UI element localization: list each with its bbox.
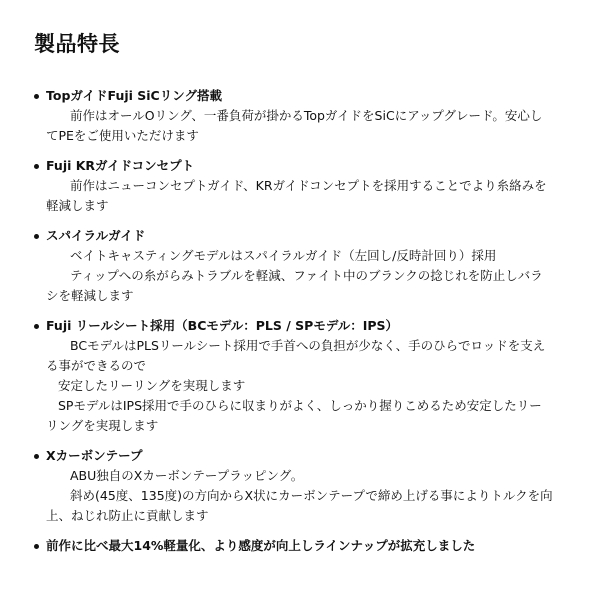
- feature-description-line: SPモデルはIPS採用で手のひらに収まりがよく、しっかり握りこめるため安定したリー: [58, 398, 542, 413]
- feature-description-line: ABU独自のXカーボンテープラッピング。: [70, 468, 304, 483]
- feature-description-line: BCモデルはPLSリールシート採用で手首への負担が少なく、手のひらでロッドを支え: [70, 338, 546, 353]
- feature-description-line: 前作はニューコンセプトガイド、KRガイドコンセプトを採用することでより糸絡みを: [70, 178, 547, 193]
- feature-list: [34, 86, 570, 556]
- feature-description-line: 安定したリーリングを実現します: [58, 378, 246, 393]
- feature-title: 前作に比べ最大14%軽量化、より感度が向上しラインナップが拡充しました: [46, 538, 476, 553]
- feature-description: [46, 176, 570, 216]
- feature-description: [46, 466, 570, 526]
- feature-title: TopガイドFuji SiCリング搭載: [46, 88, 222, 103]
- feature-description: [46, 106, 570, 146]
- feature-item-kr-guide: [34, 156, 570, 216]
- feature-description-line: る事ができるので: [46, 358, 147, 373]
- page-title: 製品特長: [34, 32, 120, 56]
- feature-title: Fuji KRガイドコンセプト: [46, 158, 195, 173]
- feature-description-line: 斜め(45度、135度)の方向からX状にカーボンテープで締め上げる事によりトルクを向: [70, 488, 553, 503]
- feature-item-spiral-guide: [34, 226, 570, 306]
- feature-title: スパイラルガイド: [46, 228, 146, 243]
- feature-description-line: リングを実現します: [46, 418, 159, 433]
- feature-description-line: シを軽減します: [46, 288, 134, 303]
- feature-item-sic-ring: [34, 86, 570, 146]
- feature-description-line: てPEをご使用いただけます: [46, 128, 199, 143]
- feature-description-line: ティップへの糸がらみトラブルを軽減、ファイト中のブランクの捻じれを防止しバラ: [70, 268, 543, 283]
- feature-title: Fuji リールシート採用（BCモデル：PLS / SPモデル：IPS）: [46, 318, 399, 333]
- feature-title: Xカーボンテープ: [46, 448, 143, 463]
- feature-description: [46, 336, 570, 436]
- feature-description: [46, 246, 570, 306]
- feature-item-reel-seat: [34, 316, 570, 436]
- feature-description-line: 軽減します: [46, 198, 109, 213]
- feature-description-line: 前作はオールOリング、一番負荷が掛かるTopガイドをSiCにアップグレード。安心し: [70, 108, 543, 123]
- feature-description-line: 上、ねじれ防止に貢献します: [46, 508, 209, 523]
- feature-item-x-carbon-tape: [34, 446, 570, 526]
- feature-item-weight-reduction: [34, 536, 570, 556]
- feature-description-line: ベイトキャスティングモデルはスパイラルガイド（左回し/反時計回り）採用: [70, 248, 497, 263]
